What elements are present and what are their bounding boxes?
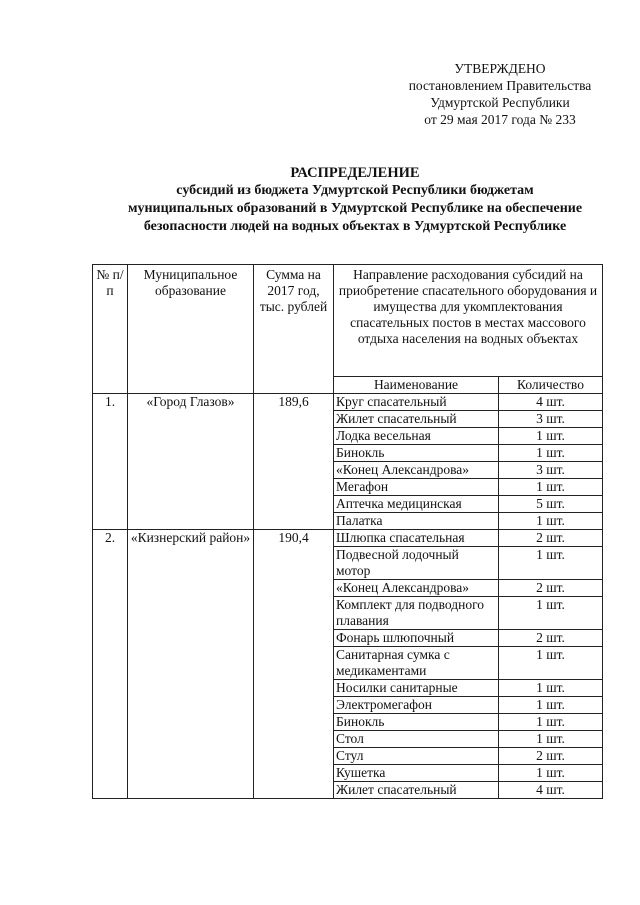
item-quantity: 4 шт. — [499, 394, 603, 411]
title-line: безопасности людей на водных объектах в Удмуртской Республике — [143, 219, 567, 234]
row-sum: 189,6 — [254, 394, 334, 530]
item-name: «Конец Александрова» — [334, 462, 499, 479]
item-quantity: 1 шт. — [499, 714, 603, 731]
item-quantity: 2 шт. — [499, 530, 603, 547]
item-name: Шлюпка спасательная — [334, 530, 499, 547]
header-name: Наименование — [334, 377, 499, 394]
header-municipality: Муниципальное образование — [128, 265, 254, 394]
item-quantity: 1 шт. — [499, 428, 603, 445]
table-row — [93, 394, 603, 411]
item-name: Аптечка медицинская — [334, 496, 499, 513]
document-title — [60, 164, 640, 236]
row-sum: 190,4 — [254, 530, 334, 799]
item-name: Стул — [334, 748, 499, 765]
item-name: Электромегафон — [334, 697, 499, 714]
row-municipality: «Город Глазов» — [128, 394, 254, 530]
item-name: Санитарная сумка с медикаментами — [334, 647, 499, 680]
item-quantity: 1 шт. — [499, 445, 603, 462]
item-quantity: 1 шт. — [499, 479, 603, 496]
header-quantity: Количество — [499, 377, 603, 394]
item-quantity: 1 шт. — [499, 513, 603, 530]
item-quantity: 2 шт. — [499, 580, 603, 597]
item-quantity: 2 шт. — [499, 748, 603, 765]
table-row — [93, 530, 603, 547]
item-quantity: 1 шт. — [499, 597, 603, 630]
title-main: РАСПРЕДЕЛЕНИЕ — [290, 165, 420, 181]
item-name: Носилки санитарные — [334, 680, 499, 697]
item-quantity: 3 шт. — [499, 411, 603, 428]
item-name: Палатка — [334, 513, 499, 530]
row-number: 1. — [93, 394, 128, 530]
header-num: № п/п — [93, 265, 128, 394]
item-name: «Конец Александрова» — [334, 580, 499, 597]
item-name: Круг спасательный — [334, 394, 499, 411]
item-quantity: 1 шт. — [499, 547, 603, 580]
approval-line: постановлением Правительства — [408, 78, 592, 93]
item-name: Кушетка — [334, 765, 499, 782]
title-line: субсидий из бюджета Удмуртской Республики бюджетам — [176, 183, 534, 198]
item-quantity: 1 шт. — [499, 765, 603, 782]
approval-line: Удмуртской Республики — [430, 95, 570, 110]
item-name: Бинокль — [334, 714, 499, 731]
item-name: Жилет спасательный — [334, 782, 499, 799]
table-header-row — [93, 265, 603, 377]
approval-stamp — [400, 60, 600, 128]
item-quantity: 1 шт. — [499, 731, 603, 748]
item-quantity: 1 шт. — [499, 680, 603, 697]
item-name: Подвесной лодочный мотор — [334, 547, 499, 580]
header-sum: Сумма на 2017 год, тыс. рублей — [254, 265, 334, 394]
item-name: Фонарь шлюпочный — [334, 630, 499, 647]
approval-title: УТВЕРЖДЕНО — [454, 61, 546, 76]
row-municipality: «Кизнерский район» — [128, 530, 254, 799]
title-line: муниципальных образований в Удмуртской Республике на обеспечение — [127, 201, 583, 216]
item-name: Мегафон — [334, 479, 499, 496]
item-name: Комплект для подводного плавания — [334, 597, 499, 630]
item-name: Стол — [334, 731, 499, 748]
distribution-table — [92, 264, 603, 799]
item-quantity: 1 шт. — [499, 647, 603, 680]
header-direction: Направление расходования субсидий на приобретение спасательного оборудования и имущества для укомплектования спасательных постов в местах массового отдыха населения на водных объектах — [334, 265, 603, 377]
item-quantity: 1 шт. — [499, 697, 603, 714]
item-name: Бинокль — [334, 445, 499, 462]
item-name: Лодка весельная — [334, 428, 499, 445]
row-number: 2. — [93, 530, 128, 799]
item-quantity: 2 шт. — [499, 630, 603, 647]
item-quantity: 5 шт. — [499, 496, 603, 513]
item-quantity: 3 шт. — [499, 462, 603, 479]
item-name: Жилет спасательный — [334, 411, 499, 428]
item-quantity: 4 шт. — [499, 782, 603, 799]
approval-date: от 29 мая 2017 года № 233 — [424, 112, 576, 127]
